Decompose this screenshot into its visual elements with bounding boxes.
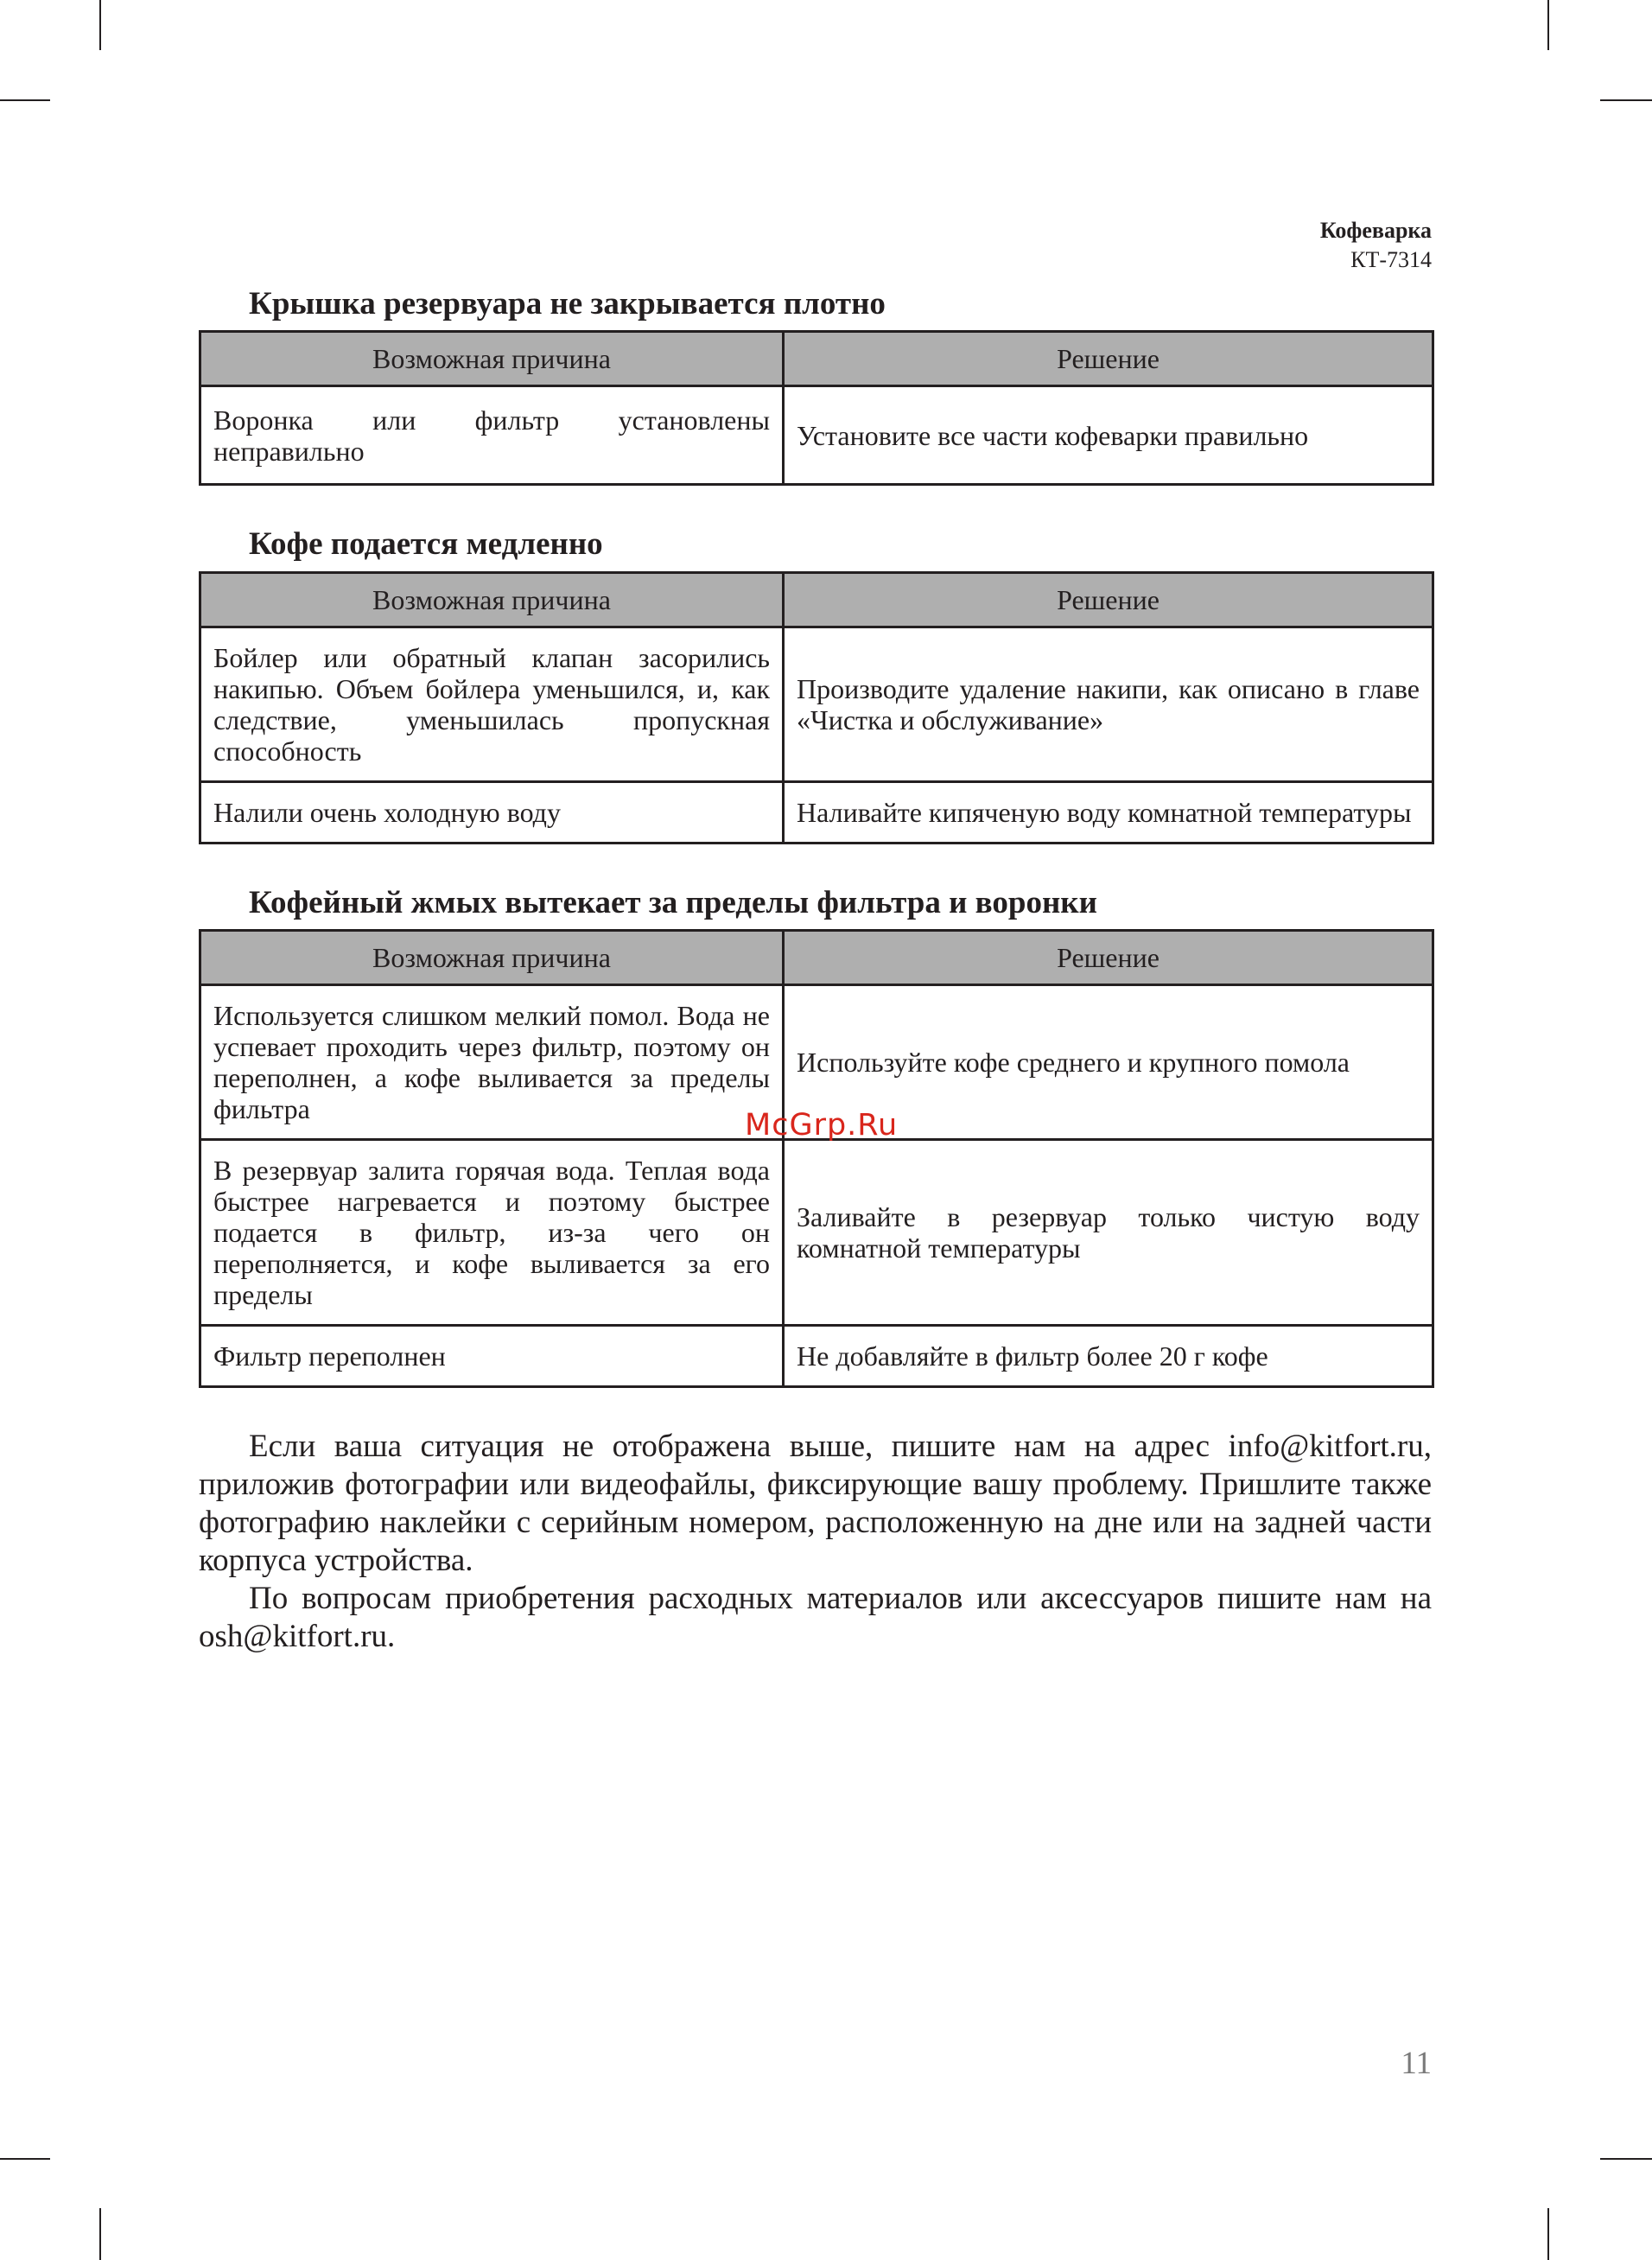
solution-cell: Производите удаление накипи, как описано в главе «Чистка и обслуживание» <box>784 627 1433 781</box>
solution-cell: Заливайте в резервуар только чистую воду комнатной температуры <box>784 1140 1433 1326</box>
solution-cell: Не добавляйте в фильтр более 20 г кофе <box>784 1326 1433 1387</box>
column-header-solution: Решение <box>784 572 1433 627</box>
table-row <box>200 781 1433 843</box>
cause-cell: Фильтр переполнен <box>200 1326 784 1387</box>
table-row <box>200 386 1433 485</box>
product-name: Кофеварка <box>1319 218 1432 243</box>
table-header-row <box>200 931 1433 985</box>
crop-mark <box>99 0 101 50</box>
troubleshooting-table <box>199 929 1434 1388</box>
page-header <box>1320 216 1432 275</box>
crop-mark <box>99 2208 101 2260</box>
table-header-row <box>200 332 1433 386</box>
crop-mark <box>0 99 50 101</box>
watermark: McGrp.Ru <box>745 1108 899 1143</box>
column-header-cause: Возможная причина <box>200 572 784 627</box>
table-header-row <box>200 572 1433 627</box>
accessories-note: По вопросам приобретения расходных материалов или аксессуаров пишите нам на osh@kitfort.ru. <box>199 1581 1432 1655</box>
solution-cell: Используйте кофе среднего и крупного помола <box>784 985 1433 1140</box>
column-header-solution: Решение <box>784 332 1433 386</box>
cause-cell: Налили очень холодную воду <box>200 781 784 843</box>
cause-cell: Используется слишком мелкий помол. Вода не успевает проходить через фильтр, поэтому он переполнен, а кофе выливается за пределы фильтра <box>200 985 784 1140</box>
table-row <box>200 627 1433 781</box>
troubleshooting-table <box>199 571 1434 844</box>
page-content <box>199 285 1432 1656</box>
contact-note: Если ваша ситуация не отображена выше, пишите нам на адрес info@kitfort.ru, приложив фотографии или видеофайлы, фиксирующие вашу проблему. Пришлите также фотографию наклейки с серийным номером, расположенную на дне или на задней части корпуса устройства. <box>199 1429 1432 1579</box>
column-header-solution: Решение <box>784 931 1433 985</box>
table-row <box>200 1140 1433 1326</box>
crop-mark <box>1547 2208 1549 2260</box>
product-model: КТ-7314 <box>1350 246 1432 272</box>
column-header-cause: Возможная причина <box>200 931 784 985</box>
page-number: 11 <box>1401 2046 1432 2081</box>
crop-mark <box>1547 0 1549 50</box>
cause-cell: Воронка или фильтр установлены неправильно <box>200 386 784 485</box>
crop-mark <box>0 2158 50 2160</box>
solution-cell: Установите все части кофеварки правильно <box>784 386 1433 485</box>
section-title: Крышка резервуара не закрывается плотно <box>249 286 886 321</box>
cause-cell: В резервуар залита горячая вода. Теплая вода быстрее нагревается и поэтому быстрее подается в фильтр, из-за чего он переполняется, и кофе выливается за его пределы <box>200 1140 784 1326</box>
section-title: Кофе подается медленно <box>249 526 603 563</box>
crop-mark <box>1600 2158 1652 2160</box>
column-header-cause: Возможная причина <box>200 332 784 386</box>
troubleshooting-table <box>199 330 1434 486</box>
table-row <box>200 1326 1433 1387</box>
section-title: Кофейный жмых вытекает за пределы фильтра и воронки <box>249 884 1097 920</box>
cause-cell: Бойлер или обратный клапан засорились накипью. Объем бойлера уменьшился, и, как следствие, уменьшилась пропускная способность <box>200 627 784 781</box>
crop-mark <box>1600 99 1652 101</box>
solution-cell: Наливайте кипяченую воду комнатной температуры <box>784 781 1433 843</box>
